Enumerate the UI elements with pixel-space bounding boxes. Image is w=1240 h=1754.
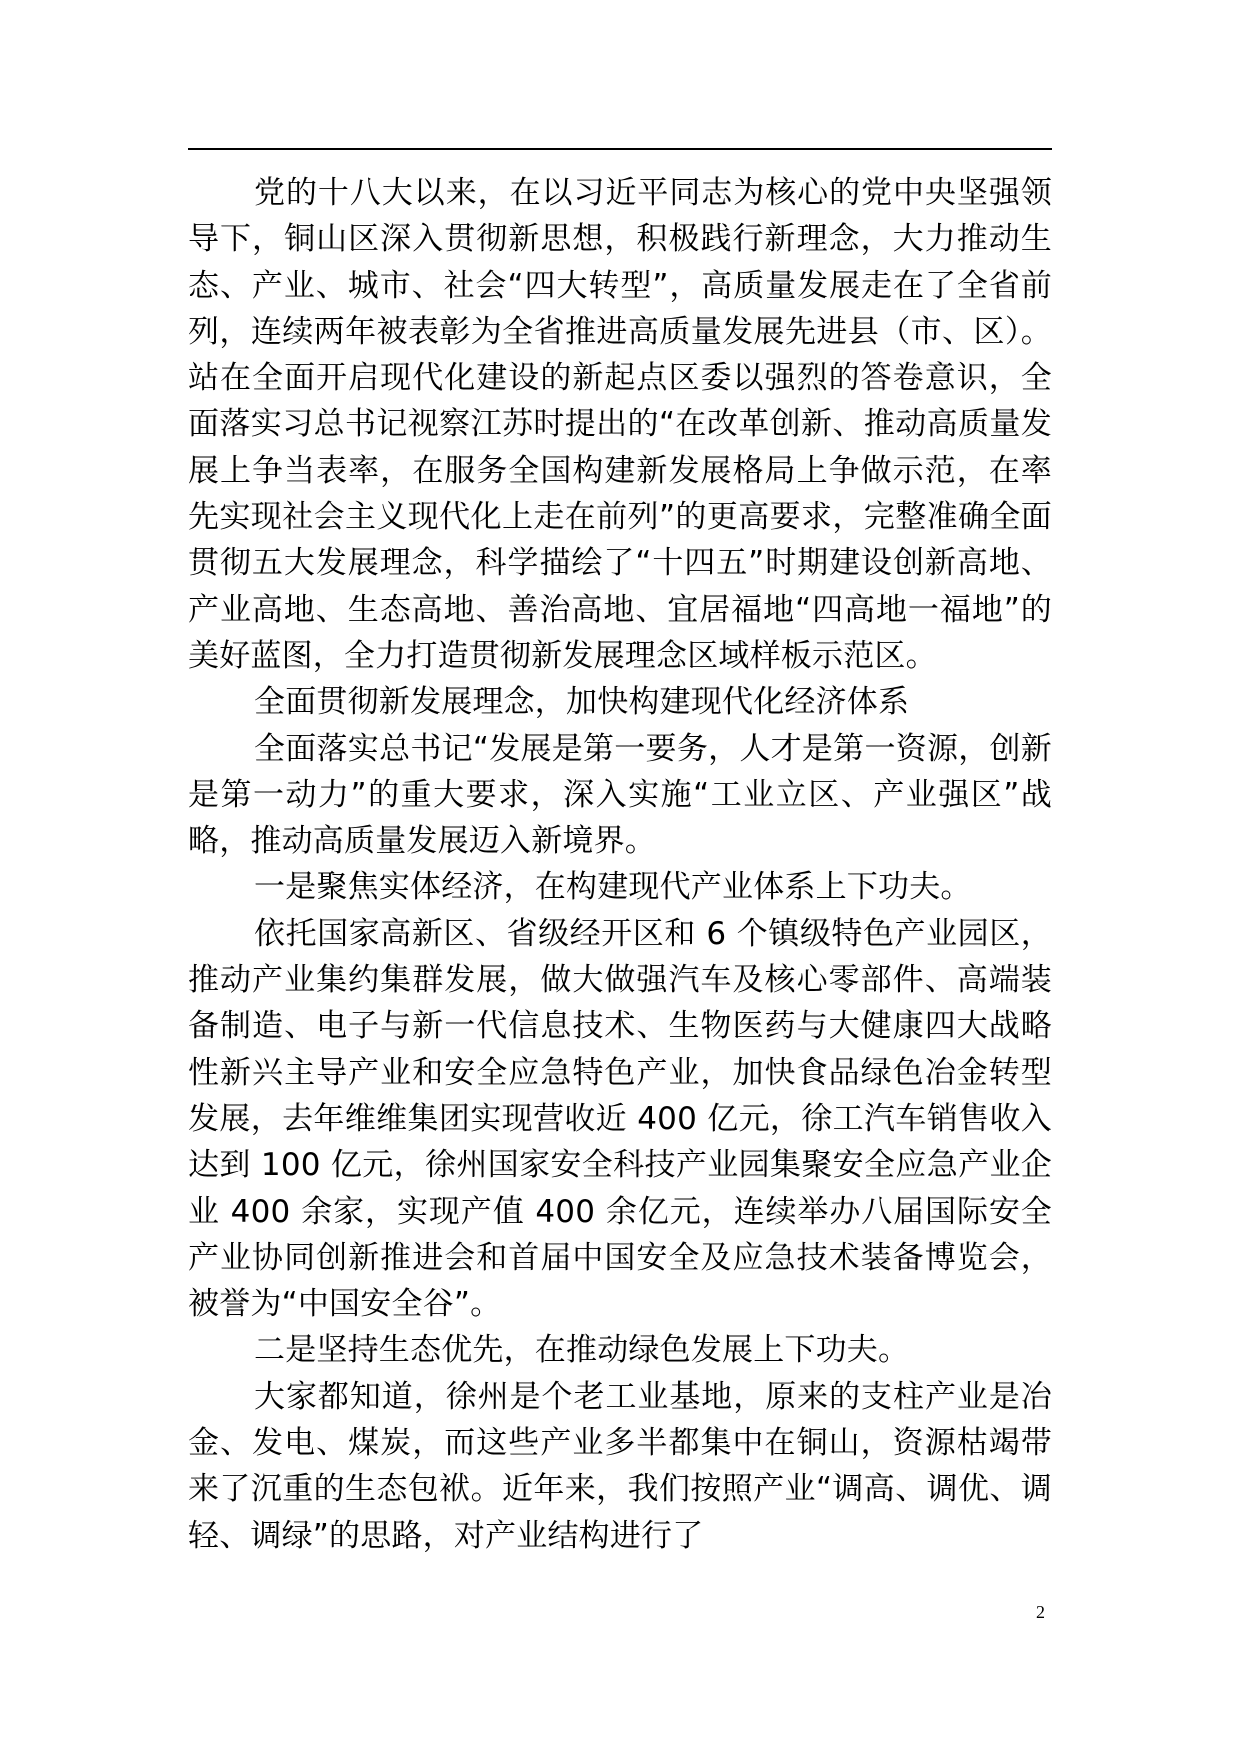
document-body [188,170,1052,1559]
subheading-real-economy: 一是聚焦实体经济，在构建现代产业体系上下功夫。 [254,869,972,906]
paragraph-industrial-parks: 依托国家高新区、省级经开区和 6 个镇级特色产业园区，推动产业集约集群发展，做大做强汽车及核心零部件、高端装备制造、电子与新一代信息技术、生物医药与大健康四大战略性新兴主导产业和安全应急特色产业，加快食品绿色冶金转型发展，去年维维集团实现营收近 400 亿元，徐工汽车销售收入达到 100 亿元，徐州国家安全科技产业园集聚安全应急产业企业 400 余家，实现产值 400 余亿元，连续举办八届国际安全产业协同创新推进会和首届中国安全及应急技术装备博览会，被誉为“中国安全谷”。 [188,915,1052,1323]
header-rule [188,148,1052,150]
paragraph-development-requirements: 全面落实总书记“发展是第一要务，人才是第一资源，创新是第一动力”的重大要求，深入实施“工业立区、产业强区”战略，推动高质量发展迈入新境界。 [188,730,1052,860]
subheading-ecology-first: 二是坚持生态优先，在推动绿色发展上下功夫。 [254,1332,910,1369]
page-number: 2 [1036,1602,1045,1622]
paragraph-intro: 党的十八大以来，在以习近平同志为核心的党中央坚强领导下，铜山区深入贯彻新思想，积极践行新理念，大力推动生态、产业、城市、社会“四大转型”，高质量发展走在了全省前列，连续两年被表彰为全省推进高质量发展先进县（市、区）。站在全面开启现代化建设的新起点区委以强烈的答卷意识，全面落实习总书记视察江苏时提出的“在改革创新、推动高质量发展上争当表率，在服务全国构建新发展格局上争做示范，在率先实现社会主义现代化上走在前列”的更高要求，完整准确全面贯彻五大发展理念，科学描绘了“十四五”时期建设创新高地、产业高地、生态高地、善治高地、宜居福地“四高地一福地”的美好蓝图，全力打造贯彻新发展理念区域样板示范区。 [188,175,1052,674]
paragraph-old-industrial-base: 大家都知道，徐州是个老工业基地，原来的支柱产业是冶金、发电、煤炭，而这些产业多半都集中在铜山，资源枯竭带来了沉重的生态包袱。近年来，我们按照产业“调高、调优、调轻、调绿”的思路，对产业结构进行了 [188,1378,1052,1554]
section-heading-new-development: 全面贯彻新发展理念，加快构建现代化经济体系 [254,684,910,721]
